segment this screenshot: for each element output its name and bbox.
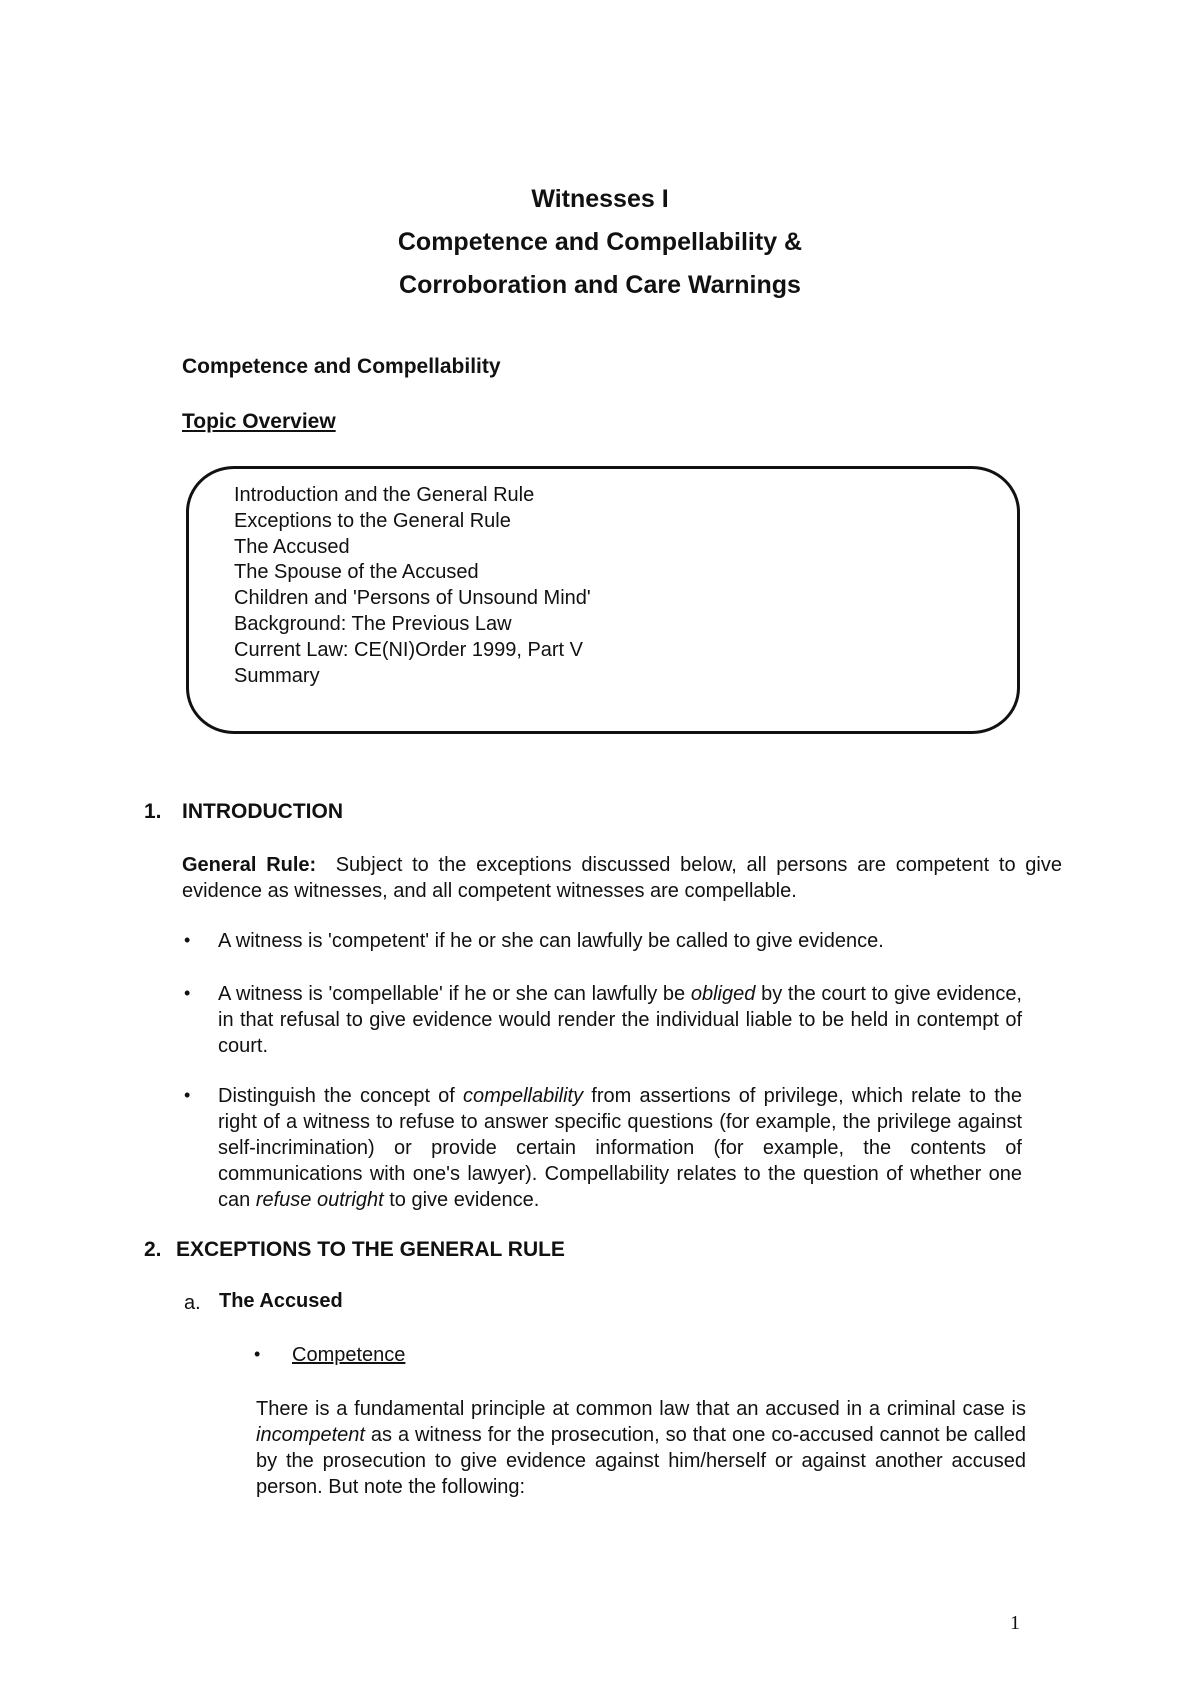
bullet-compellable-text-a: A witness is 'compellable' if he or she can lawfully be <box>218 983 691 1005</box>
bullet-privilege-emphasis-1: compellability <box>463 1085 584 1107</box>
overview-item: Exceptions to the General Rule <box>234 509 511 532</box>
general-rule-text: Subject to the exceptions discussed below, all persons are competent to give evidence as witnesses, and all competent witnesses are compellable. <box>182 854 1062 902</box>
topic-overview-heading: Topic Overview <box>182 410 336 433</box>
intro-number: 1. <box>144 800 162 823</box>
competence-label: Competence <box>292 1344 406 1366</box>
title-line-2: Competence and Compellability & <box>397 228 803 256</box>
title-line-1: Witnesses I <box>531 185 669 213</box>
bullet-competent: A witness is 'competent' if he or she can lawfully be called to give evidence. <box>218 930 884 952</box>
overview-item: The Accused <box>234 535 350 558</box>
bullet-privilege-text-c: to give evidence. <box>383 1189 540 1211</box>
competence-emphasis: incompetent <box>256 1424 365 1446</box>
competence-text-a: There is a fundamental principle at common law that an accused in a criminal case is <box>256 1398 1026 1420</box>
sub-letter: a. <box>184 1292 201 1314</box>
bullet-icon: • <box>184 1085 191 1105</box>
topic-overview-list <box>234 483 591 689</box>
overview-item: Background: The Previous Law <box>234 612 512 635</box>
exceptions-number: 2. <box>144 1238 162 1261</box>
exceptions-heading: EXCEPTIONS TO THE GENERAL RULE <box>176 1238 565 1261</box>
overview-item: Summary <box>234 664 320 687</box>
bullet-privilege-text-a: Distinguish the concept of <box>218 1085 464 1107</box>
overview-item: Introduction and the General Rule <box>234 484 535 506</box>
bullet-icon: • <box>254 1344 261 1364</box>
competence-paragraph <box>256 1396 1026 1500</box>
overview-item: Children and 'Persons of Unsound Mind' <box>234 587 591 610</box>
sub-heading-accused: The Accused <box>219 1290 343 1312</box>
page-number: 1 <box>1010 1612 1020 1634</box>
competence-text-b: as a witness for the prosecution, so that one co-accused cannot be called by the prosecution to give evidence against him/herself or against another accused person. But note the following: <box>256 1424 1026 1498</box>
overview-item: Current Law: CE(NI)Order 1999, Part V <box>234 638 584 661</box>
bullet-icon: • <box>184 983 191 1003</box>
bullet-privilege-text-b: from assertions of privilege, which relate to the right of a witness to refuse to answer specific questions (for example, the privilege against self-incrimination) or provide certain information (for example, the contents of communications with one's lawyer). Compellability relates to the question of whether one can <box>218 1085 1022 1211</box>
title-line-3: Corroboration and Care Warnings <box>399 271 801 299</box>
bullet-privilege-emphasis-2: refuse outright <box>255 1189 384 1211</box>
bullet-compellable <box>218 981 1022 1059</box>
bullet-compellable-emphasis: obliged <box>690 983 756 1005</box>
overview-item: The Spouse of the Accused <box>234 561 479 584</box>
section-heading: Competence and Compellability <box>182 355 501 378</box>
bullet-compellable-text-b: by the court to give evidence, in that refusal to give evidence would render the individual liable to be held in contempt of court. <box>218 983 1022 1057</box>
intro-heading: INTRODUCTION <box>182 800 343 823</box>
general-rule-label: General Rule: <box>182 854 317 876</box>
general-rule-paragraph <box>182 852 1062 904</box>
bullet-icon: • <box>184 930 191 950</box>
bullet-privilege <box>218 1083 1022 1213</box>
document-title <box>0 178 1200 307</box>
